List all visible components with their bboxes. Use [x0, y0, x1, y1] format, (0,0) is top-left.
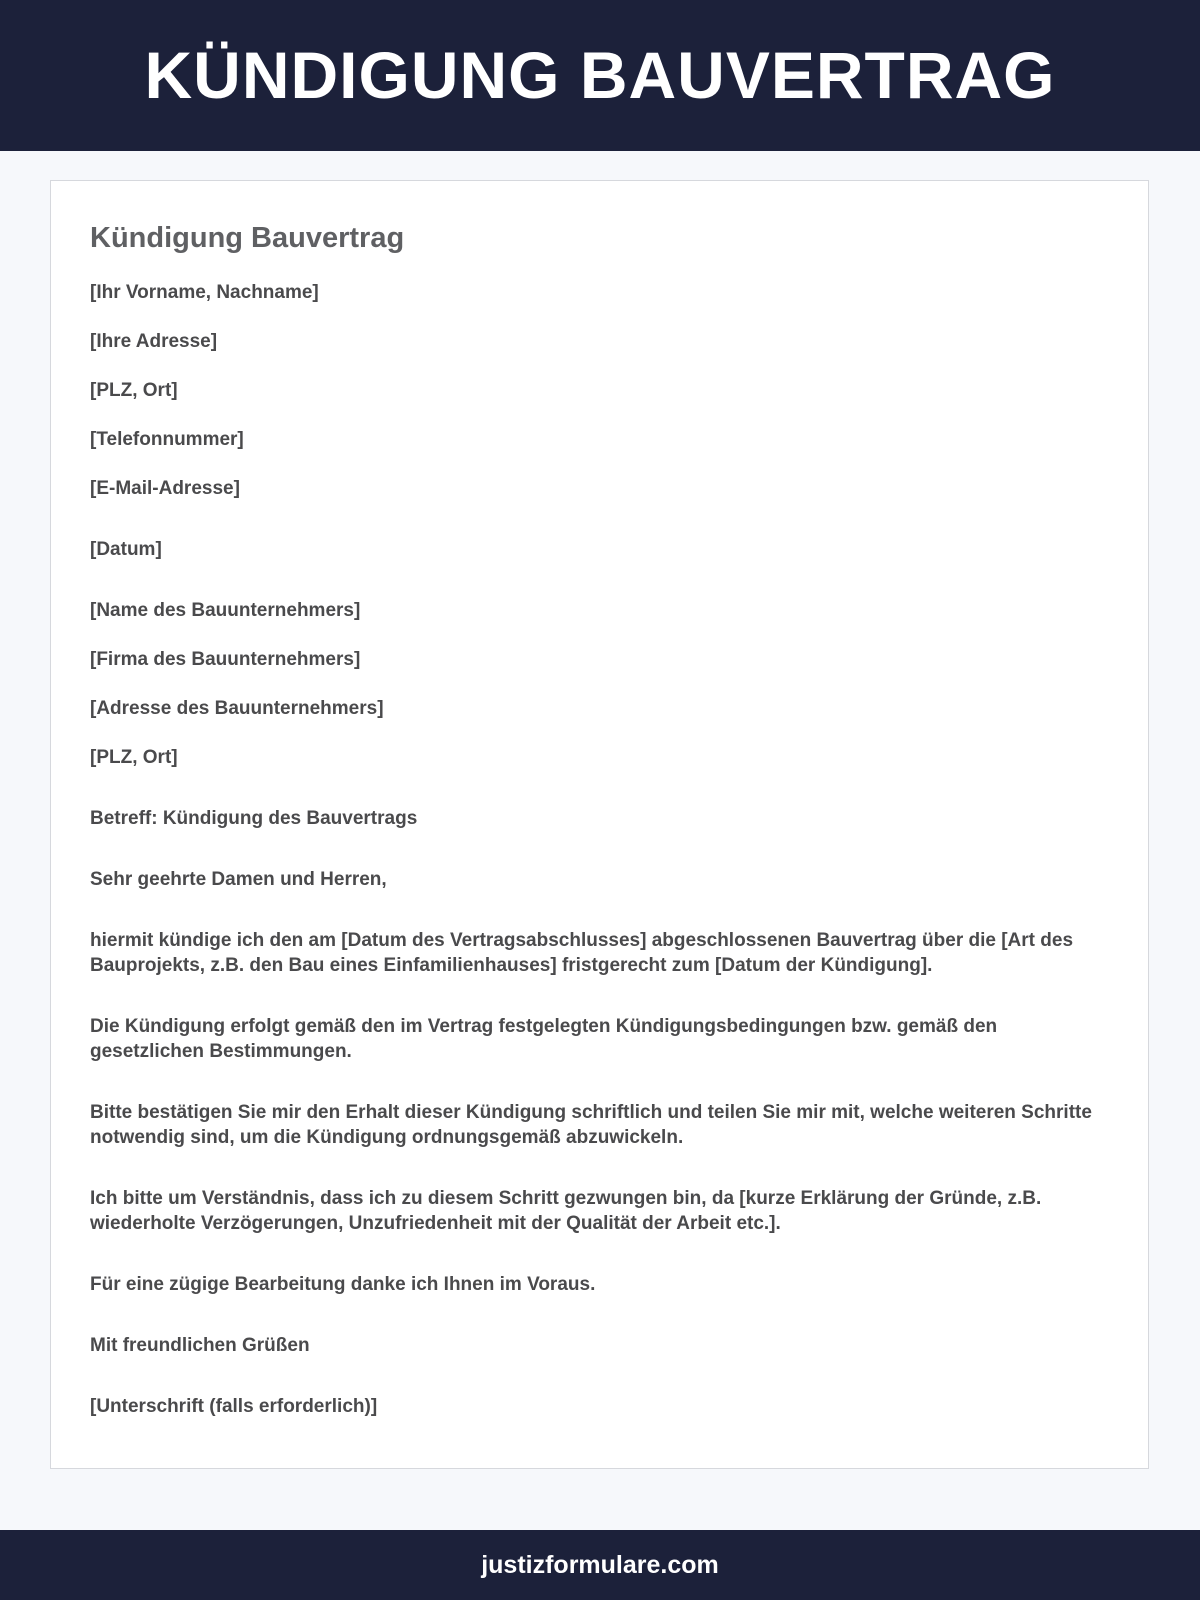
sender-name: [Ihr Vorname, Nachname] [90, 282, 319, 303]
letter-paragraph: Die Kündigung erfolgt gemäß den im Vertrag festgelegten Kündigungsbedingungen bzw. gemäß den gesetzlichen Bestimmungen. [90, 1016, 998, 1062]
page-title: KÜNDIGUNG BAUVERTRAG [144, 37, 1056, 112]
sender-email: [E-Mail-Adresse] [90, 478, 240, 499]
letter-paragraph: Bitte bestätigen Sie mir den Erhalt dieser Kündigung schriftlich und teilen Sie mir mit, welche weiteren Schritte notwendig sind, um die Kündigung ordnungsgemäß abzuwickeln. [90, 1102, 1092, 1148]
sender-phone: [Telefonnummer] [90, 429, 244, 450]
recipient-zip-city: [PLZ, Ort] [90, 747, 178, 768]
sender-zip-city: [PLZ, Ort] [90, 380, 178, 401]
page-footer [0, 1530, 1200, 1600]
footer-site-link[interactable]: justizformulare.com [481, 1550, 719, 1579]
letter-subject: Betreff: Kündigung des Bauvertrags [90, 808, 418, 829]
letter-paragraph: hiermit kündige ich den am [Datum des Vertragsabschlusses] abgeschlossenen Bauvertrag über die [Art des Bauprojekts, z.B. den Bau eines Einfamilienhauses] fristgerecht zum [Datum der Kündigung]. [90, 930, 1074, 976]
letter-title: Kündigung Bauvertrag [90, 222, 405, 254]
recipient-address: [Adresse des Bauunternehmers] [90, 698, 384, 719]
letter-salutation: Sehr geehrte Damen und Herren, [90, 869, 387, 890]
recipient-name: [Name des Bauunternehmers] [90, 600, 361, 621]
letter-signature: [Unterschrift (falls erforderlich)] [90, 1396, 378, 1417]
recipient-company: [Firma des Bauunternehmers] [90, 649, 361, 670]
sender-address: [Ihre Adresse] [90, 331, 218, 352]
letter-date: [Datum] [90, 539, 162, 560]
page-header [0, 0, 1200, 151]
letter-paragraph: Ich bitte um Verständnis, dass ich zu diesem Schritt gezwungen bin, da [kurze Erklärung der Gründe, z.B. wiederholte Verzögerungen, Unzufriedenheit mit der Qualität der Arbeit etc.]. [90, 1188, 1042, 1234]
letter-closing: Mit freundlichen Grüßen [90, 1335, 310, 1356]
letter-paragraph: Für eine zügige Bearbeitung danke ich Ihnen im Voraus. [90, 1274, 596, 1295]
